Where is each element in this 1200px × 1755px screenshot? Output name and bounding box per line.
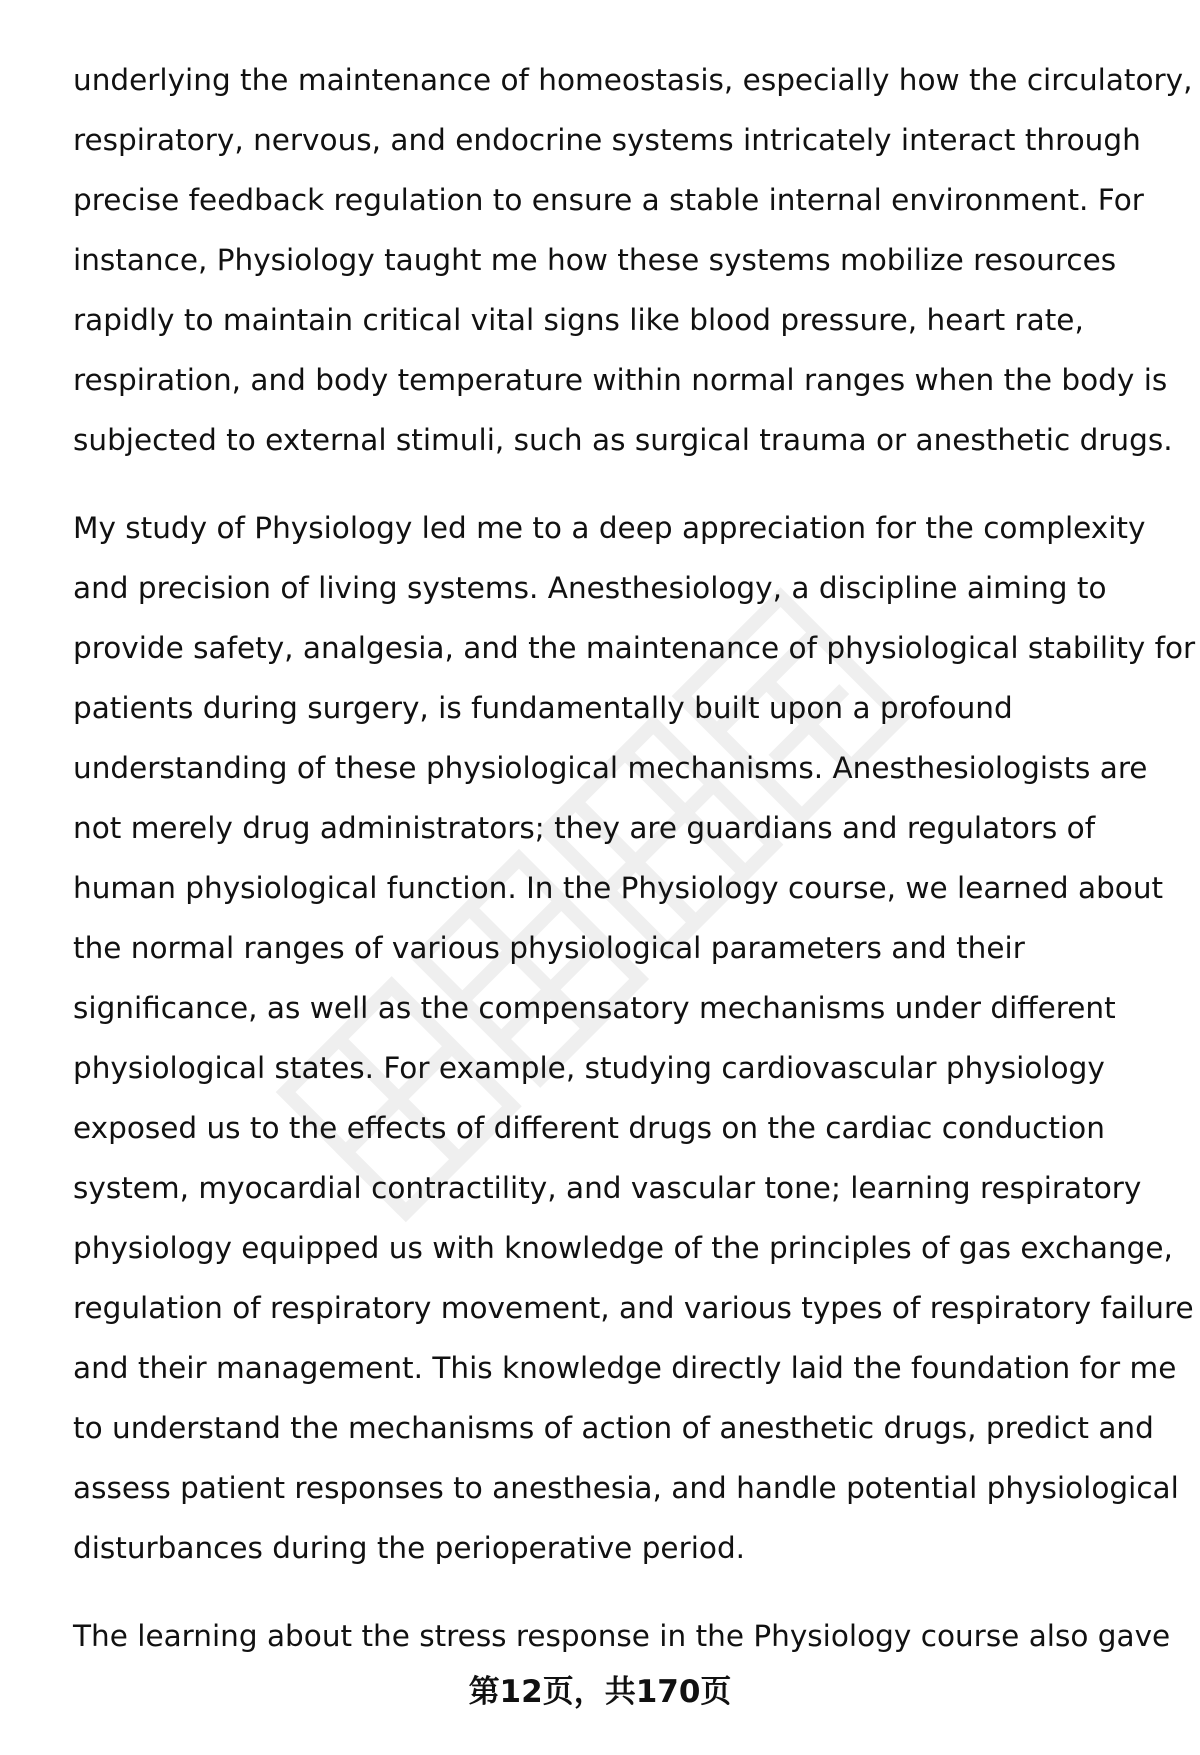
- text-line: instance, Physiology taught me how these systems mobilize resources: [73, 243, 1117, 277]
- text-line: to understand the mechanisms of action of anesthetic drugs, predict and: [73, 1411, 1154, 1445]
- text-line: the normal ranges of various physiological parameters and their: [73, 931, 1025, 965]
- text-line: respiratory, nervous, and endocrine systems intricately interact through: [73, 123, 1141, 157]
- text-line: rapidly to maintain critical vital signs like blood pressure, heart rate,: [73, 303, 1084, 337]
- text-line: disturbances during the perioperative period.: [73, 1531, 746, 1565]
- text-line: understanding of these physiological mechanisms. Anesthesiologists are: [73, 751, 1148, 785]
- text-line: not merely drug administrators; they are guardians and regulators of: [73, 811, 1096, 845]
- text-line: system, myocardial contractility, and vascular tone; learning respiratory: [73, 1171, 1142, 1205]
- text-line: exposed us to the effects of different drugs on the cardiac conduction: [73, 1111, 1105, 1145]
- text-line: significance, as well as the compensatory mechanisms under different: [73, 991, 1116, 1025]
- text-line: precise feedback regulation to ensure a stable internal environment. For: [73, 183, 1144, 217]
- paragraph-3: [73, 1606, 1171, 1666]
- text-line: and their management. This knowledge directly laid the foundation for me: [73, 1351, 1177, 1385]
- text-line: subjected to external stimuli, such as surgical trauma or anesthetic drugs.: [73, 423, 1173, 457]
- text-line: and precision of living systems. Anesthesiology, a discipline aiming to: [73, 571, 1107, 605]
- text-line: assess patient responses to anesthesia, and handle potential physiological: [73, 1471, 1179, 1505]
- paragraph-2: [73, 498, 1196, 1578]
- text-line: patients during surgery, is fundamentally built upon a profound: [73, 691, 1013, 725]
- text-line: My study of Physiology led me to a deep appreciation for the complexity: [73, 511, 1146, 545]
- page-number-footer: 第12页，共170页: [468, 1674, 732, 1710]
- paragraph-gap: [73, 470, 1153, 498]
- paragraph-gap: [73, 1578, 1153, 1606]
- text-line: physiological states. For example, studying cardiovascular physiology: [73, 1051, 1105, 1085]
- text-line: human physiological function. In the Physiology course, we learned about: [73, 871, 1164, 905]
- text-line: The learning about the stress response in the Physiology course also gave: [73, 1619, 1171, 1653]
- text-line: provide safety, analgesia, and the maintenance of physiological stability for: [73, 631, 1196, 665]
- paragraph-1: [73, 50, 1193, 470]
- text-line: respiration, and body temperature within normal ranges when the body is: [73, 363, 1168, 397]
- document-body: [73, 50, 1196, 1666]
- text-line: physiology equipped us with knowledge of the principles of gas exchange,: [73, 1231, 1173, 1265]
- text-line: underlying the maintenance of homeostasis, especially how the circulatory,: [73, 63, 1193, 97]
- text-line: regulation of respiratory movement, and various types of respiratory failure: [73, 1291, 1194, 1325]
